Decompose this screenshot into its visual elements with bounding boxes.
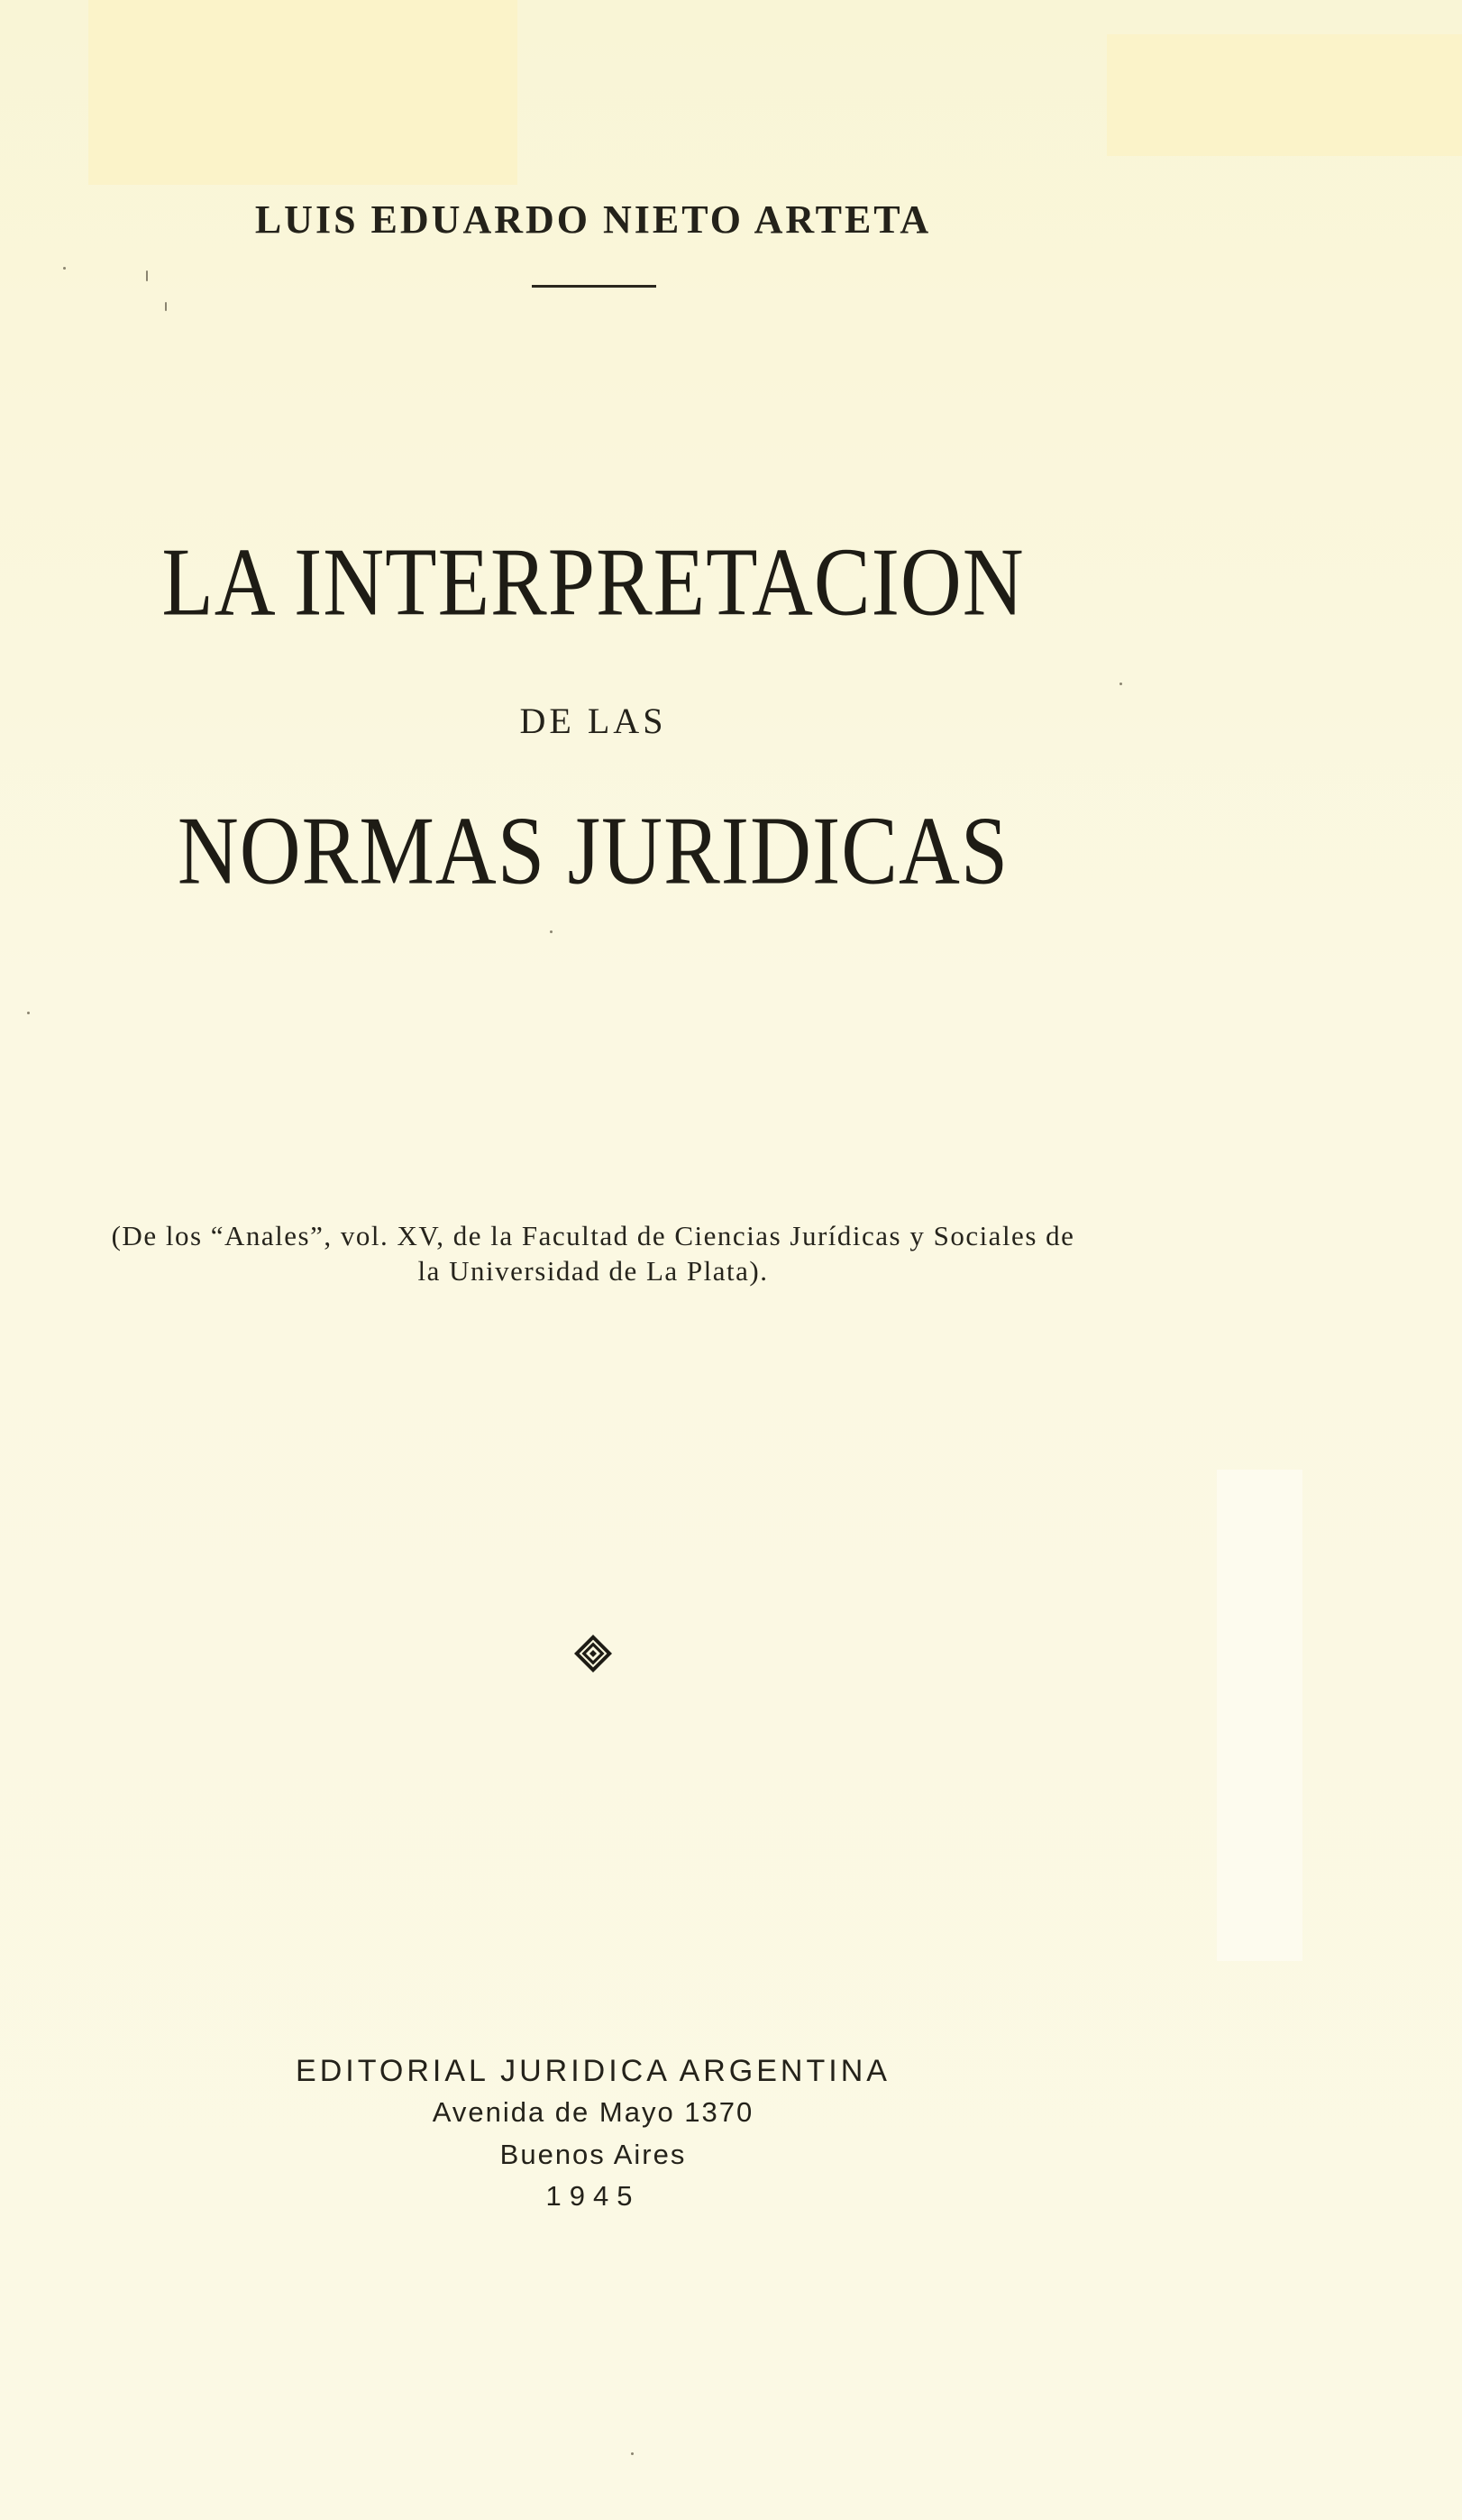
paper-speck bbox=[63, 267, 66, 270]
paper-speck bbox=[27, 1012, 30, 1014]
publisher-address: Avenida de Mayo 1370 bbox=[432, 2096, 754, 2128]
book-title-line-2: DE LAS bbox=[519, 701, 667, 741]
paper-speck bbox=[1119, 683, 1122, 685]
paper-speck bbox=[631, 2452, 634, 2455]
paper-discoloration bbox=[1217, 1470, 1302, 1961]
paper-discoloration bbox=[88, 0, 517, 185]
publisher-city: Buenos Aires bbox=[499, 2139, 687, 2170]
divider-rule bbox=[532, 285, 656, 288]
book-title-line-1: LA INTERPRETACION bbox=[161, 528, 1025, 637]
source-note-line-1: (De los “Anales”, vol. XV, de la Facultad de Ciencias Jurídicas y Sociales de bbox=[111, 1220, 1075, 1251]
paper-speck bbox=[165, 302, 167, 311]
paper-discoloration bbox=[1107, 34, 1462, 156]
source-note-line-2: la Universidad de La Plata). bbox=[417, 1255, 769, 1287]
publication-year: 1945 bbox=[545, 2180, 641, 2212]
paper-speck bbox=[146, 270, 148, 281]
diamond-ornament-icon bbox=[573, 1634, 613, 1673]
paper-speck bbox=[550, 930, 553, 933]
book-title-line-3: NORMAS JURIDICAS bbox=[177, 797, 1010, 905]
author-name: LUIS EDUARDO NIETO ARTETA bbox=[254, 197, 932, 242]
publisher-name: EDITORIAL JURIDICA ARGENTINA bbox=[296, 2054, 891, 2088]
